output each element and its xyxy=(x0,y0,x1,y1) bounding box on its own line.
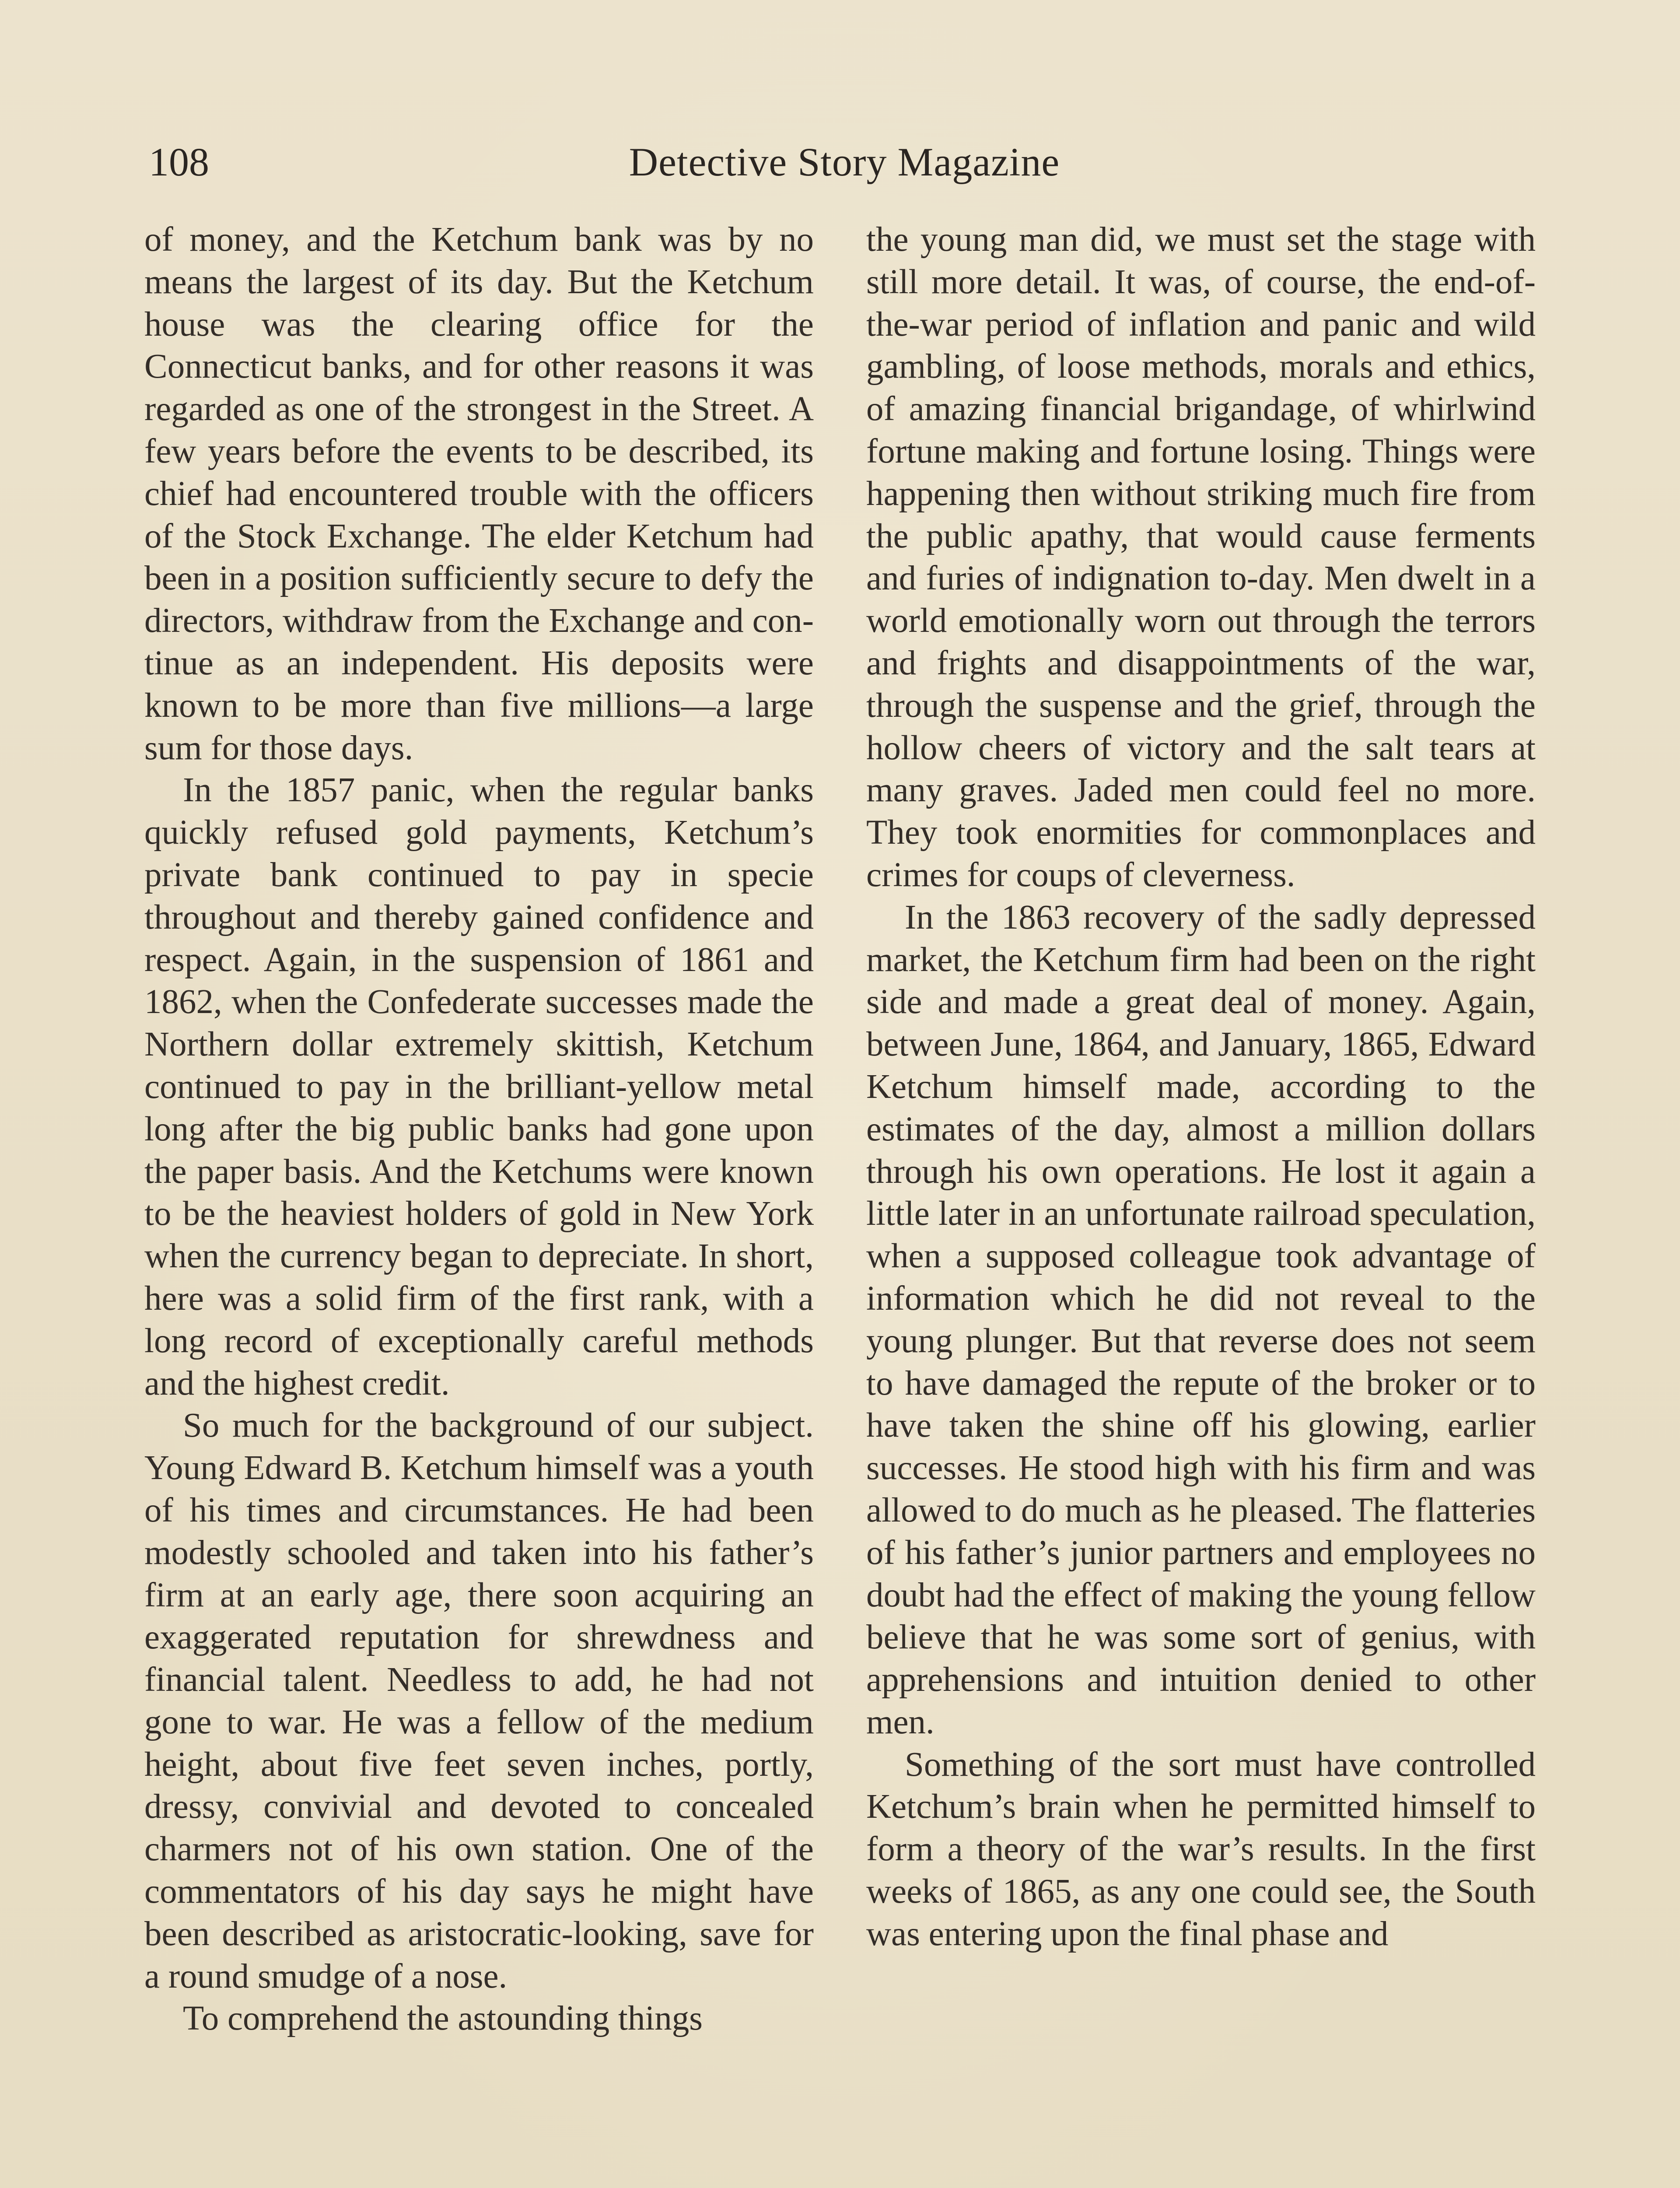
paragraph: of money, and the Ketchum bank was by no means the largest of its day. But the Ketchum house was the clearing office for the Connecticut banks, and for other reasons it was regarded as one of the strongest in the Street. A few years before the events to be described, its chief had encountered trouble with the officers of the Stock Exchange. The elder Ketchum had been in a position sufficiently secure to defy the directors, withdraw from the Exchange and continue as an independent. His deposits were known to be more than five millions—a large sum for those days. xyxy=(144,221,814,767)
paragraph: In the 1857 panic, when the regular banks quickly refused gold payments, Ketchum’s private bank continued to pay in specie throughout and thereby gained confidence and respect. Again, in the suspension of 1861 and 1862, when the Confederate successes made the Northern dollar extremely skittish, Ketchum continued to pay in the brilliant-yellow metal long after the big public banks had gone upon the paper basis. And the Ketchums were known to be the heaviest holders of gold in New York when the currency began to depreciate. In short, here was a solid firm of the first rank, with a long record of exceptionally careful methods and the highest credit. xyxy=(144,771,814,1403)
right-text-column xyxy=(866,219,1536,1956)
paragraph: So much for the background of our subject. Young Edward B. Ketchum himself was a youth of his times and circumstances. He had been modestly schooled and taken into his father’s firm at an early age, there soon acquiring an exaggerated reputation for shrewdness and financial talent. Needless to add, he had not gone to war. He was a fellow of the medium height, about five feet seven inches, portly, dressy, convivial and devoted to concealed charmers not of his own station. One of the commentators of his day says he might have been described as aristocratic-looking, save for a round smudge of a nose. xyxy=(144,1406,814,1995)
paragraph: the young man did, we must set the stage with still more detail. It was, of course, the end-of-the-war period of inflation and panic and wild gambling, of loose methods, morals and ethics, of amazing financial brigandage, of whirlwind fortune making and fortune losing. Things were happening then without striking much fire from the public apathy, that would cause ferments and furies of indignation to-day. Men dwelt in a world emotionally worn out through the terrors and frights and disappointments of the war, through the suspense and the grief, through the hollow cheers of victory and the salt tears at many graves. Jaded men could feel no more. They took enormities for commonplaces and crimes for coups of cleverness. xyxy=(866,221,1536,894)
left-text-column xyxy=(144,219,814,2040)
page-header xyxy=(149,131,1540,193)
paragraph: In the 1863 recovery of the sadly depressed market, the Ketchum firm had been on the right side and made a great deal of money. Again, between June, 1864, and January, 1865, Edward Ketchum himself made, according to the estimates of the day, almost a million dollars through his own operations. He lost it again a little later in an unfortunate railroad speculation, when a supposed colleague took advantage of information which he did not reveal to the young plunger. But that reverse does not seem to have damaged the repute of the broker or to have taken the shine off his glowing, earlier successes. He stood high with his firm and was allowed to do much as he pleased. The flatteries of his father’s junior partners and employees no doubt had the effect of making the young fellow believe that he was some sort of genius, with apprehensions and intuition denied to other men. xyxy=(866,898,1536,1741)
paragraph: Something of the sort must have controlled Ketchum’s brain when he permitted himself to form a theory of the war’s results. In the first weeks of 1865, as any one could see, the South was entering upon the final phase and xyxy=(866,1745,1536,1953)
paragraph: To comprehend the astounding things xyxy=(183,1999,703,2038)
page-number: 108 xyxy=(149,140,209,184)
running-title: Detective Story Magazine xyxy=(629,140,1060,184)
